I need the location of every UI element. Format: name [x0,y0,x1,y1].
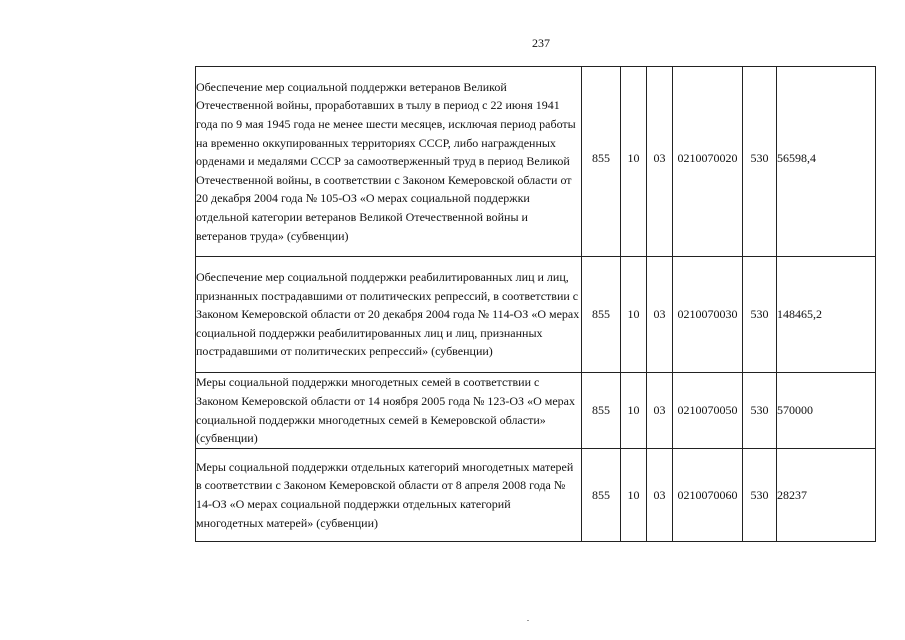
row-description: Меры социальной поддержки многодетных семей в соответствии с Законом Кемеровской области от 14 ноября 2005 года № 123-ОЗ «О мерах социальной поддержки многодетных семей в Кемеровской области» (субвенции) [196,373,582,449]
amount-value: 28237 [777,449,876,542]
table-row [196,257,876,373]
subsection-code: 03 [647,67,673,257]
expense-type-code: 530 [743,67,777,257]
subsection-code: 03 [647,257,673,373]
target-article-code: 0210070030 [673,257,743,373]
section-code: 10 [621,257,647,373]
page-number: 237 [532,36,550,50]
amount-value: 148465,2 [777,257,876,373]
target-article-code: 0210070050 [673,373,743,449]
row-description: Обеспечение мер социальной поддержки реабилитированных лиц и лиц, признанных пострадавшими от политических репрессий, в соответствии с Законом Кемеровской области от 20 декабря 2004 года № 114-ОЗ «О мерах социальной поддержки реабилитированных лиц и лиц, признанных пострадавшими от политических репрессий» (субвенции) [196,257,582,373]
expense-type-code: 530 [743,449,777,542]
subsection-code: 03 [647,373,673,449]
scan-speck [527,620,529,621]
section-code: 10 [621,67,647,257]
target-article-code: 0210070060 [673,449,743,542]
expense-type-code: 530 [743,373,777,449]
ministry-code: 855 [582,373,621,449]
budget-table [195,66,876,542]
section-code: 10 [621,373,647,449]
table-row [196,67,876,257]
subsection-code: 03 [647,449,673,542]
ministry-code: 855 [582,449,621,542]
ministry-code: 855 [582,67,621,257]
target-article-code: 0210070020 [673,67,743,257]
amount-value: 570000 [777,373,876,449]
ministry-code: 855 [582,257,621,373]
section-code: 10 [621,449,647,542]
row-description: Обеспечение мер социальной поддержки ветеранов Великой Отечественной войны, проработавших в тылу в период с 22 июня 1941 года по 9 мая 1945 года не менее шести месяцев, исключая период работы на временно оккупированных территориях СССР, либо награжденных орденами и медалями СССР за самоотверженный труд в период Великой Отечественной войны, в соответствии с Законом Кемеровской области от 20 декабря 2004 года № 105-ОЗ «О мерах социальной поддержки отдельной категории ветеранов Великой Отечественной войны и ветеранов труда» (субвенции) [196,67,582,257]
amount-value: 56598,4 [777,67,876,257]
expense-type-code: 530 [743,257,777,373]
table-row [196,373,876,449]
row-description: Меры социальной поддержки отдельных категорий многодетных матерей в соответствии с Законом Кемеровской области от 8 апреля 2008 года № 14-ОЗ «О мерах социальной поддержки отдельных категорий многодетных матерей» (субвенции) [196,449,582,542]
table-row [196,449,876,542]
